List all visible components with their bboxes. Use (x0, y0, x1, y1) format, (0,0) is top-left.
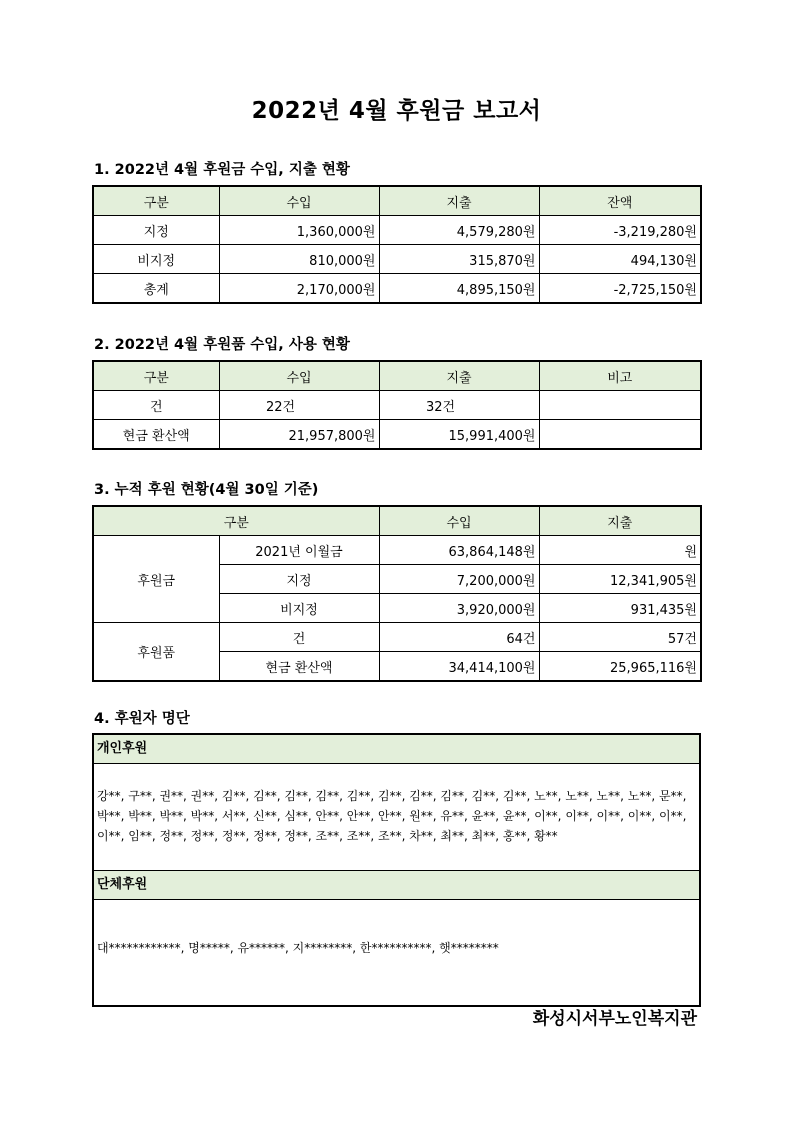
income-cell: 34,414,100원 (379, 652, 539, 682)
row-label: 비지정 (93, 245, 219, 274)
group-donor-list: 대************, 명*****, 유******, 지********, 한**********, 햇******** (97, 941, 499, 955)
table-header-row (93, 361, 701, 391)
section1-title: 1. 2022년 4월 후원금 수입, 지출 현황 (94, 162, 350, 178)
header-cell: 수입 (379, 506, 539, 536)
section2-title: 2. 2022년 4월 후원품 수입, 사용 현황 (94, 337, 350, 353)
income-cell: 64건 (379, 623, 539, 652)
expense-cell: 25,965,116원 (539, 652, 701, 682)
header-cell: 수입 (219, 361, 379, 391)
group-donor-header: 단체후원 (94, 870, 699, 900)
table-row (93, 216, 701, 245)
row-label: 총계 (93, 274, 219, 304)
group-label-donation: 후원금 (93, 536, 219, 623)
expense-cell: 원 (539, 536, 701, 565)
table-row (93, 391, 701, 420)
section2-table (92, 360, 702, 450)
header-cell: 구분 (93, 361, 219, 391)
expense-cell: 12,341,905원 (539, 565, 701, 594)
balance-cell: -3,219,280원 (539, 216, 701, 245)
section3-table (92, 505, 702, 682)
expense-cell: 32건 (379, 391, 539, 420)
table-row (93, 420, 701, 450)
income-cell: 21,957,800원 (219, 420, 379, 450)
header-cell: 지출 (539, 506, 701, 536)
expense-cell: 931,435원 (539, 594, 701, 623)
table-header-row (93, 186, 701, 216)
row-label: 현금 환산액 (93, 420, 219, 450)
table-row (93, 274, 701, 304)
income-cell: 63,864,148원 (379, 536, 539, 565)
page-title: 2022년 4월 후원금 보고서 (251, 98, 542, 124)
row-label: 현금 환산액 (219, 652, 379, 682)
organization-name: 화성시서부노인복지관 (532, 1009, 697, 1029)
expense-cell: 4,895,150원 (379, 274, 539, 304)
income-cell: 22건 (219, 391, 379, 420)
individual-donor-header: 개인후원 (94, 735, 699, 764)
section1-table (92, 185, 702, 304)
row-label: 비지정 (219, 594, 379, 623)
note-cell (539, 391, 701, 420)
header-cell: 지출 (379, 186, 539, 216)
table-header-row (93, 506, 701, 536)
table-row (93, 245, 701, 274)
header-cell: 비고 (539, 361, 701, 391)
income-cell: 3,920,000원 (379, 594, 539, 623)
individual-donor-list: 강**, 구**, 권**, 권**, 김**, 김**, 김**, 김**, 김**, 김**, 김**, 김**, 김**, 김**, 노**, 노**, 노**, 노**, 문**, 박**, 박**, 박**, 박**, 서**, 신**, 심**, 안**, 안**, 안**, 원**, 유**, 윤**, 윤**, 이**, 이**, 이**, 이**, 이**, 이**, 임**, 정**, 정**, 정**, 정**, 정**, 조**, 조**, 조**, 차**, 최**, 최**, 홍**, 황** (97, 789, 687, 843)
section4-title: 4. 후원자 명단 (94, 711, 190, 727)
header-cell: 수입 (219, 186, 379, 216)
expense-cell: 15,991,400원 (379, 420, 539, 450)
row-label: 지정 (93, 216, 219, 245)
income-cell: 2,170,000원 (219, 274, 379, 304)
balance-cell: 494,130원 (539, 245, 701, 274)
row-label: 2021년 이월금 (219, 536, 379, 565)
header-cell: 잔액 (539, 186, 701, 216)
row-label: 건 (219, 623, 379, 652)
income-cell: 7,200,000원 (379, 565, 539, 594)
group-label-goods: 후원품 (93, 623, 219, 682)
income-cell: 810,000원 (219, 245, 379, 274)
header-cell: 지출 (379, 361, 539, 391)
table-row (93, 623, 701, 652)
table-row (93, 536, 701, 565)
header-cell: 구분 (93, 186, 219, 216)
balance-cell: -2,725,150원 (539, 274, 701, 304)
header-cell: 구분 (93, 506, 379, 536)
note-cell (539, 420, 701, 450)
expense-cell: 315,870원 (379, 245, 539, 274)
row-label: 지정 (219, 565, 379, 594)
section3-title: 3. 누적 후원 현황(4월 30일 기준) (94, 482, 319, 498)
expense-cell: 57건 (539, 623, 701, 652)
donor-list-box (92, 733, 701, 1007)
row-label: 건 (93, 391, 219, 420)
income-cell: 1,360,000원 (219, 216, 379, 245)
expense-cell: 4,579,280원 (379, 216, 539, 245)
